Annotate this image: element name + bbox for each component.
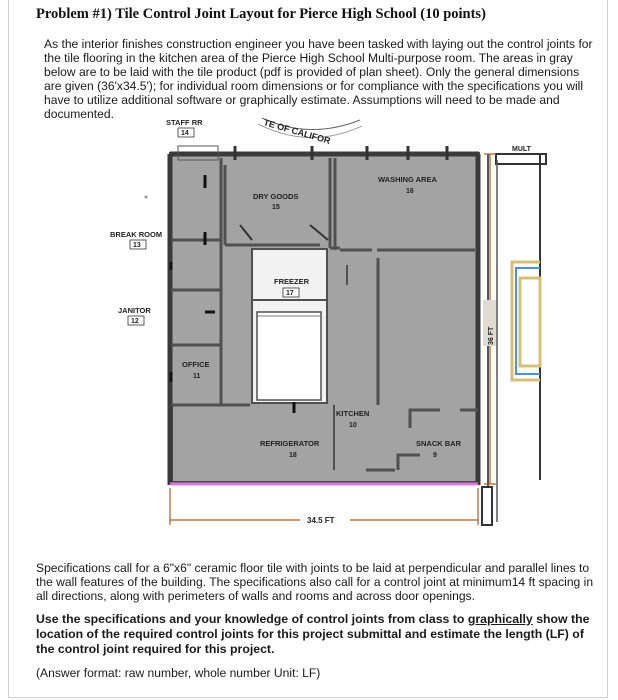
office-label: OFFICE bbox=[182, 360, 210, 369]
seal-text: TE OF CALIFOR bbox=[262, 117, 332, 146]
staff-rr-number: 14 bbox=[181, 130, 189, 137]
snack-bar-label: SNACK BAR bbox=[416, 439, 461, 448]
break-room-label: BREAK ROOM bbox=[110, 230, 163, 239]
office-number: 11 bbox=[193, 373, 201, 380]
problem-title: Problem #1) Tile Control Joint Layout for Pierce High School (10 points) bbox=[36, 6, 486, 22]
answer-format: (Answer format: raw number, whole number Unit: LF) bbox=[36, 666, 321, 680]
instruction-emphasis: graphically bbox=[467, 612, 533, 626]
kitchen-number: 10 bbox=[349, 422, 357, 429]
staff-rr-label: STAFF RR bbox=[166, 118, 203, 127]
janitor-number: 12 bbox=[131, 318, 139, 325]
dry-goods-number: 15 bbox=[272, 204, 280, 211]
instruction-pre: Use the specifications and your knowledge of control joints from class to bbox=[36, 612, 468, 626]
instruction-post: show the location of the required control joints for this project submittal and estimate the length (LF) of the control joint required for this project. bbox=[36, 612, 590, 656]
washing-area-label: WASHING AREA bbox=[378, 175, 437, 184]
janitor-label: JANITOR bbox=[118, 306, 151, 315]
dimension-vertical: 36 FT bbox=[488, 326, 495, 345]
specifications-text: Specifications call for a 6"x6" ceramic floor tile with joints to be laid at perpendicular and parallel lines to the wall features of the building. The specifications also call for a control joint at minimum14 ft spacing in all directions, along with perimeters of walls and rooms and across door openings. bbox=[36, 561, 594, 603]
refrigerator-label: REFRIGERATOR bbox=[260, 439, 320, 448]
refrigerator-number: 18 bbox=[289, 452, 297, 459]
freezer-number: 17 bbox=[286, 290, 294, 297]
kitchen-label: KITCHEN bbox=[336, 409, 370, 418]
washing-area-number: 16 bbox=[406, 188, 414, 195]
dimension-horizontal: 34.5 FT bbox=[307, 516, 335, 525]
problem-intro: As the interior finishes construction engineer you have been tasked with laying out the control joints for the tile flooring in the kitchen area of the Pierce High School Multi-purpose room. The areas in gray below are to be laid with the tile product (pdf is provided of plan sheet). Only the general dimensions are given (36'x34.5'); for individual room dimensions or for compliance with the specifications you will have to utilize additional software or graphically estimate. Assumptions will need to be made and documented. bbox=[44, 37, 593, 121]
freezer-label: FREEZER bbox=[274, 277, 310, 286]
mult-label: MULT bbox=[512, 146, 531, 153]
dry-goods-label: DRY GOODS bbox=[253, 192, 299, 201]
break-room-number: 13 bbox=[133, 242, 141, 249]
snack-bar-number: 9 bbox=[433, 452, 437, 459]
instruction-text bbox=[36, 612, 601, 657]
